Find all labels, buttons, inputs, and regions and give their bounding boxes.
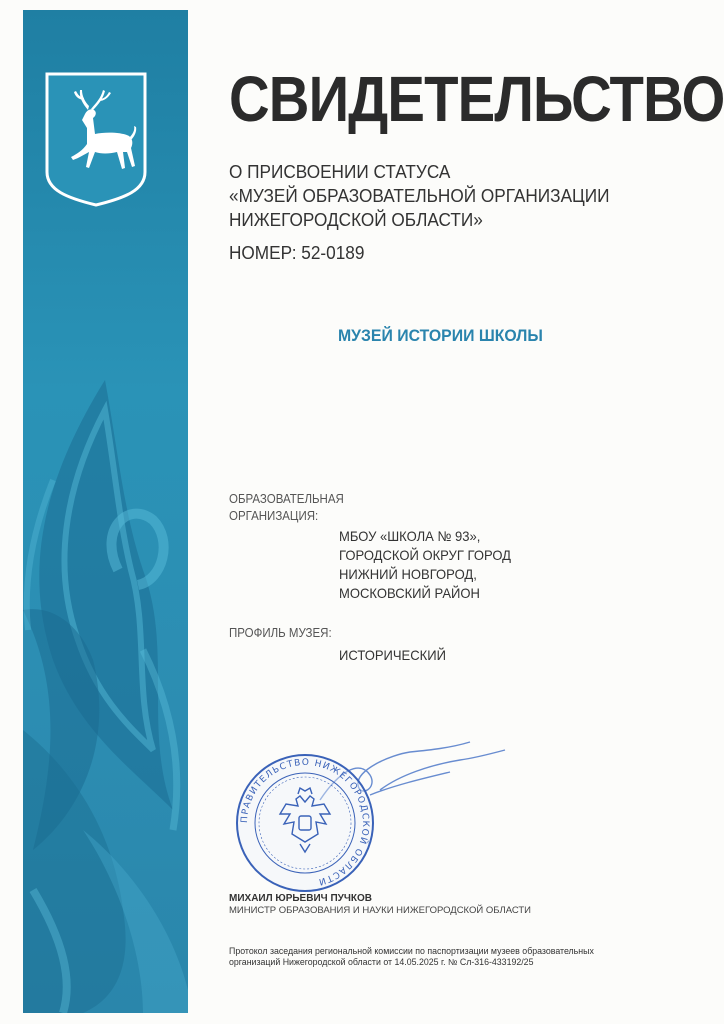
profile-label: ПРОФИЛЬ МУЗЕЯ: — [229, 626, 332, 640]
protocol-line: организаций Нижегородской области от 14.05.2025 г. № Сл-316-433192/25 — [229, 957, 534, 967]
organization-value-line: НИЖНИЙ НОВГОРОД, — [339, 566, 477, 582]
certificate-subtitle — [229, 160, 610, 232]
certificate-number: НОМЕР: 52-0189 — [229, 242, 365, 263]
protocol-note — [229, 946, 594, 968]
stamp-text: ПРАВИТЕЛЬСТВО НИЖЕГОРОДСКОЙ ОБЛАСТИ — [239, 757, 371, 887]
organization-label-line: ОБРАЗОВАТЕЛЬНАЯ — [229, 492, 344, 506]
organization-value-line: ГОРОДСКОЙ ОКРУГ ГОРОД — [339, 547, 512, 563]
subtitle-line: О ПРИСВОЕНИИ СТАТУСА — [229, 161, 451, 182]
subtitle-line: «МУЗЕЙ ОБРАЗОВАТЕЛЬНОЙ ОРГАНИЗАЦИИ — [229, 185, 610, 206]
signer-name: МИХАИЛ ЮРЬЕВИЧ ПУЧКОВ — [229, 893, 372, 904]
certificate-title: СВИДЕТЕЛЬСТВО — [229, 63, 724, 135]
organization-label-line: ОРГАНИЗАЦИЯ: — [229, 509, 319, 523]
signer-title: МИНИСТР ОБРАЗОВАНИЯ И НАУКИ НИЖЕГОРОДСКОЙ ОБЛАСТИ — [229, 905, 532, 916]
organization-value — [339, 527, 511, 603]
nizhny-novgorod-coat-of-arms — [45, 72, 147, 207]
organization-value-line: МБОУ «ШКОЛА № 93», — [339, 528, 481, 544]
protocol-line: Протокол заседания региональной комиссии по паспортизации музеев образовательных — [229, 946, 594, 956]
organization-label — [229, 491, 344, 525]
official-stamp — [234, 752, 376, 894]
museum-name: МУЗЕЙ ИСТОРИИ ШКОЛЫ — [338, 326, 543, 345]
subtitle-line: НИЖЕГОРОДСКОЙ ОБЛАСТИ» — [229, 209, 483, 230]
profile-value: ИСТОРИЧЕСКИЙ — [339, 647, 446, 663]
organization-value-line: МОСКОВСКИЙ РАЙОН — [339, 585, 480, 601]
